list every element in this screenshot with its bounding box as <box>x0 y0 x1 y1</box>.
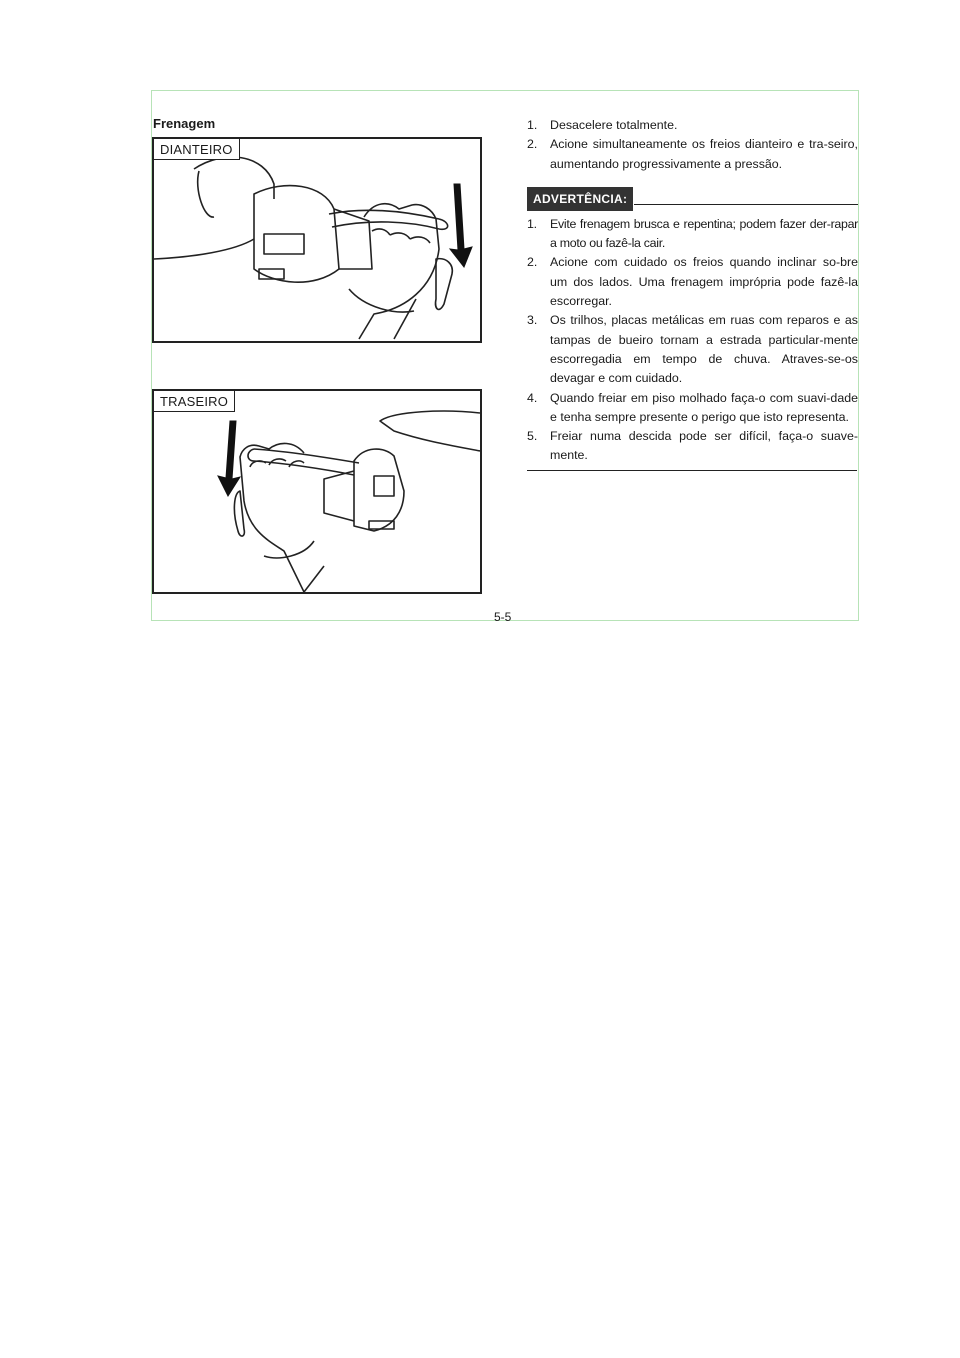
warning-end-rule <box>527 470 857 471</box>
handlebar-edge <box>380 411 480 451</box>
rear-brake-illustration <box>154 391 480 592</box>
clutch-lever <box>254 449 359 463</box>
warning-rule <box>634 204 858 205</box>
handlebar-edge <box>154 239 254 259</box>
left-grip <box>324 471 354 521</box>
lever-tip <box>436 259 453 310</box>
list-item: 1. Evite frenagem brusca e repentina; podem fazer der-rapar a moto ou fazê-la cair. <box>527 216 858 251</box>
throttle-grip <box>334 209 372 269</box>
list-item: 5. Freiar numa descida pode ser difícil, faça-o suave-mente. <box>527 429 858 463</box>
switch-housing <box>354 449 404 531</box>
warning-header <box>527 187 858 209</box>
list-item: 1. Desacelere totalmente. <box>527 118 678 132</box>
warning-badge: ADVERTÊNCIA: <box>527 187 633 211</box>
brake-lever <box>329 210 439 219</box>
list-item: 2. Acione simultaneamente os freios dianteiro e tra-seiro, aumentando progressivamente a pressão. <box>527 137 858 171</box>
rider-hand <box>359 204 439 339</box>
braking-steps-list <box>527 116 858 174</box>
front-arrow-icon <box>450 184 472 267</box>
section-heading: Frenagem <box>153 116 216 131</box>
lever-tip <box>234 491 244 536</box>
page-number: 5-5 <box>494 610 512 624</box>
front-brake-figure <box>152 137 482 343</box>
rear-brake-figure <box>152 389 482 594</box>
rear-arrow-icon <box>218 421 240 496</box>
list-item: 4. Quando freiar em piso molhado faça-o com suavi-dade e tenha sempre presente o perigo que isto representa. <box>527 390 858 424</box>
instructions-column <box>527 116 858 471</box>
list-item: 3. Os trilhos, placas metálicas em ruas com reparos e as tampas de bueiro tornam a estrada particular-mente escorregadia em tempo de chuva. Atraves-se-os devagar e com cuidado. <box>527 313 858 386</box>
front-figure-label: DIANTEIRO <box>154 139 240 160</box>
list-item: 2. Acione com cuidado os freios quando inclinar so-bre um dos lados. Uma frenagem imprópria pode fazê-la escorregar. <box>527 255 858 309</box>
front-brake-illustration <box>154 139 480 341</box>
rear-figure-label: TRASEIRO <box>154 391 235 412</box>
warning-list <box>527 215 858 466</box>
